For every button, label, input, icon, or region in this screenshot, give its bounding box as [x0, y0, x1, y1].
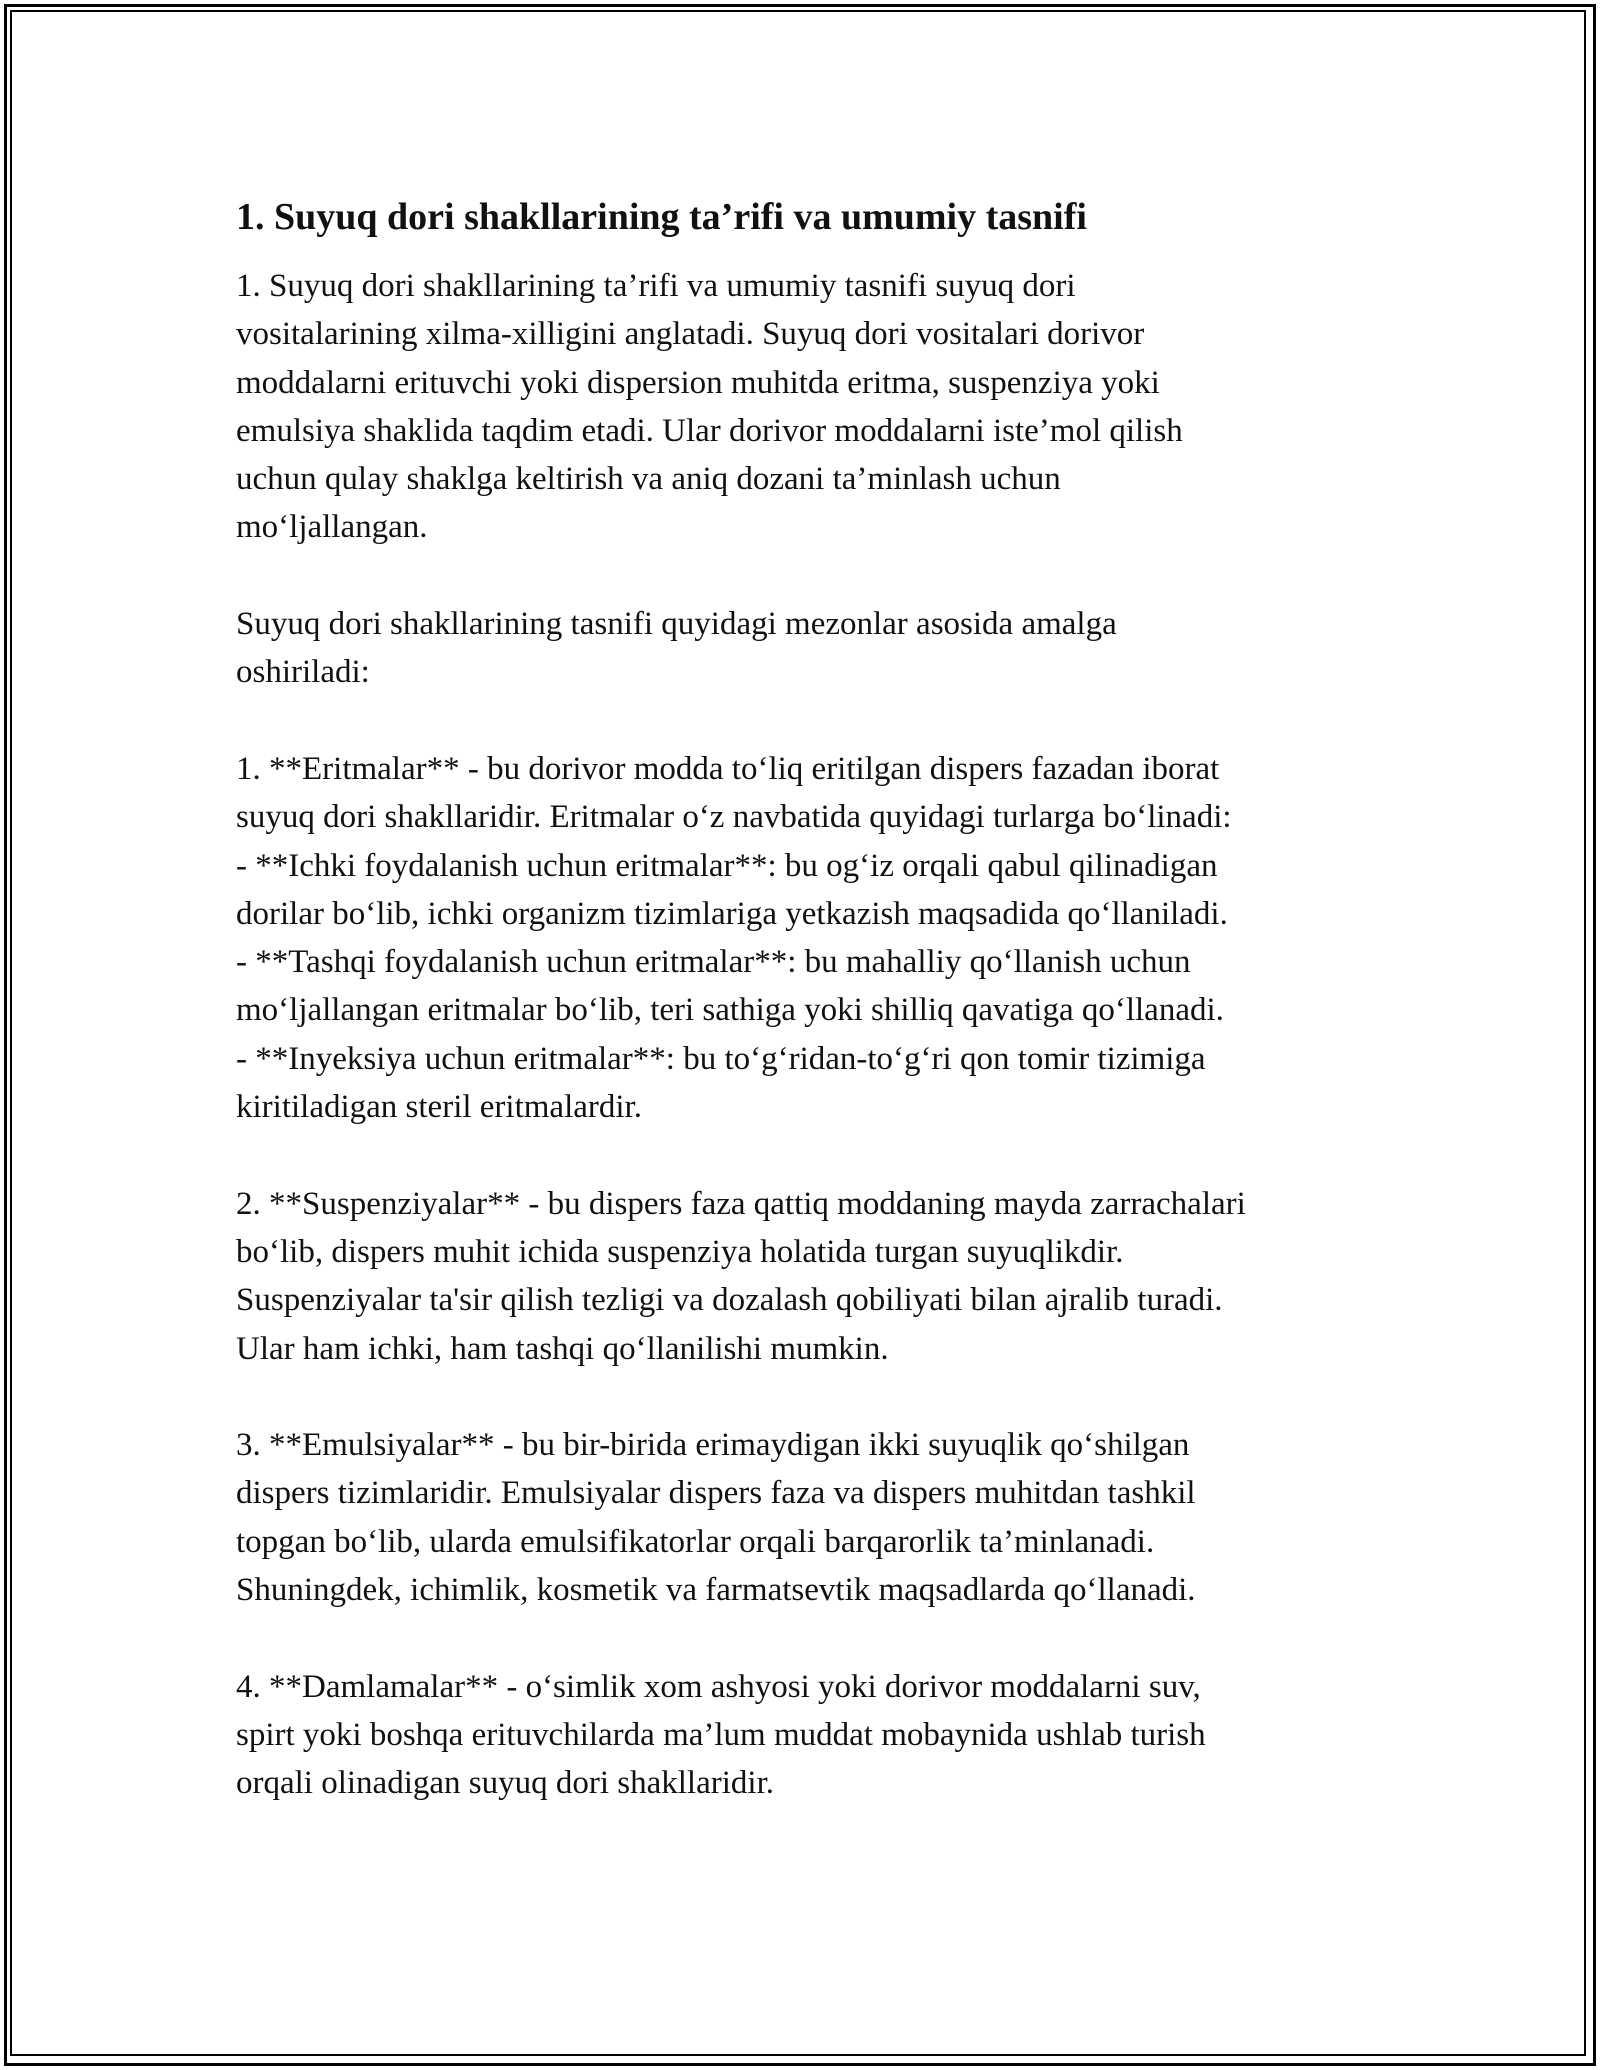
document-body	[236, 178, 1396, 1808]
document-title: 1. Suyuq dori shakllarining ta’rifi va umumiy tasnifi	[236, 196, 1087, 238]
paragraph-emulsions: 3. **Emulsiyalar** - bu bir-birida erimaydigan ikki suyuqlik qo‘shilgan dispers tizimlaridir. Emulsiyalar dispers faza va dispers muhitdan tashkil topgan bo‘lib, ularda emulsifikatorlar orqali barqarorlik ta’minlanadi. Shuningdek, ichimlik, kosmetik va farmatsevtik maqsadlarda qo‘llanadi.	[236, 1427, 1196, 1609]
paragraph-solutions: 1. **Eritmalar** - bu dorivor modda to‘liq eritilgan dispers fazadan iborat suyuq dori shakllaridir. Eritmalar o‘z navbatida quyidagi turlarga bo‘linadi: - **Ichki foydalanish uchun eritmalar**: bu og‘iz orqali qabul qilinadigan dorilar bo‘lib, ichki organizm tizimlariga yetkazish maqsadida qo‘llaniladi. - **Tashqi foydalanish uchun eritmalar**: bu mahalliy qo‘llanish uchun mo‘ljallangan eritmalar bo‘lib, teri sathiga yoki shilliq qavatiga qo‘llanadi. - **Inyeksiya uchun eritmalar**: bu to‘g‘ridan-to‘g‘ri qon tomir tizimiga kiritiladigan steril eritmalardir.	[236, 750, 1232, 1126]
paragraph-intro: 1. Suyuq dori shakllarining ta’rifi va umumiy tasnifi suyuq dori vositalarining xilma-xilligini anglatadi. Suyuq dori vositalari dorivor moddalarni erituvchi yoki dispersion muhitda eritma, suspenziya yoki emulsiya shaklida taqdim etadi. Ular dorivor moddalarni iste’mol qilish uchun qulay shaklga keltirish va aniq dozani ta’minlash uchun mo‘ljallangan.	[236, 268, 1183, 546]
paragraph-infusions: 4. **Damlamalar** - o‘simlik xom ashyosi yoki dorivor moddalarni suv, spirt yoki boshqa erituvchilarda ma’lum muddat mobaynida ushlab turish orqali olinadigan suyuq dori shakllaridir.	[236, 1668, 1206, 1802]
paragraph-classification-criteria: Suyuq dori shakllarining tasnifi quyidagi mezonlar asosida amalga oshiriladi:	[236, 606, 1117, 691]
paragraph-suspensions: 2. **Suspenziyalar** - bu dispers faza qattiq moddaning mayda zarrachalari bo‘lib, dispers muhit ichida suspenziya holatida turgan suyuqlikdir. Suspenziyalar ta'sir qilish tezligi va dozalash qobiliyati bilan ajralib turadi. Ular ham ichki, ham tashqi qo‘llanilishi mumkin.	[236, 1185, 1246, 1367]
